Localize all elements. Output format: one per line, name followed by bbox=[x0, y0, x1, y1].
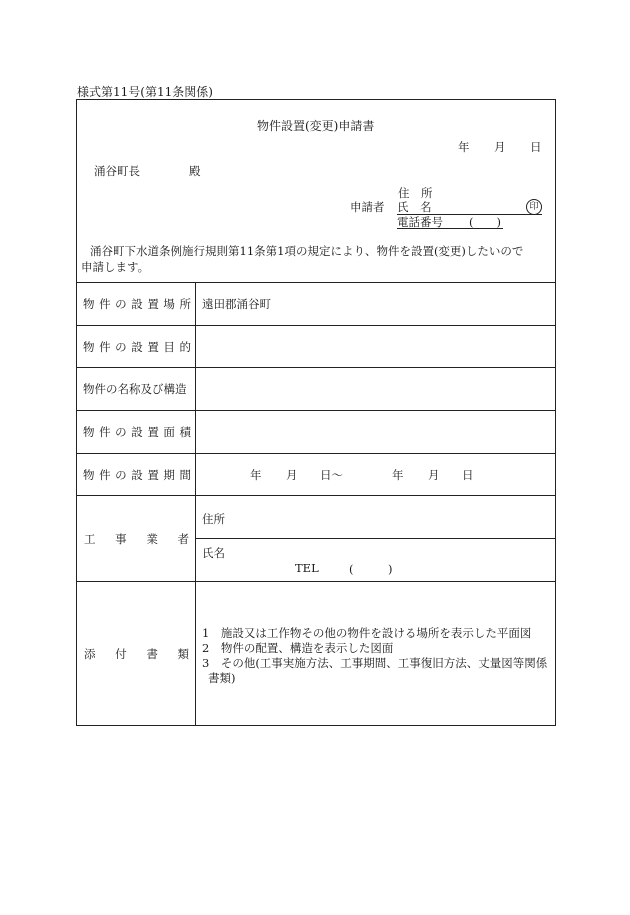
applicant-address-label: 住 所 bbox=[398, 186, 433, 200]
addressee-mayor: 涌谷町長 bbox=[94, 164, 140, 178]
date-month-label: 月 bbox=[494, 140, 506, 154]
contractor-tel-label: TEL bbox=[295, 561, 319, 575]
row-label-period: 物 件 の 設 置 期 間 bbox=[83, 468, 191, 482]
period-end-month: 月 bbox=[428, 468, 440, 482]
row-divider bbox=[76, 581, 556, 582]
row-label-area: 物 件 の 設 置 面 積 bbox=[83, 425, 191, 439]
applicant-label: 申請者 bbox=[350, 200, 385, 214]
applicant-phone-field bbox=[397, 214, 503, 229]
contractor-name-label: 氏名 bbox=[202, 546, 225, 560]
statement-line-2: 申請します。 bbox=[81, 260, 150, 274]
seal-mark: 印 bbox=[526, 199, 542, 215]
row-label-name-structure: 物件の名称及び構造 bbox=[83, 382, 187, 396]
table-top-border bbox=[76, 282, 556, 283]
attachment-item: 書類) bbox=[208, 671, 236, 685]
attachment-item: 1 施設又は工作物その他の物件を設ける場所を表示した平面図 bbox=[202, 626, 532, 640]
period-end-day: 日 bbox=[462, 468, 474, 482]
date-day-label: 日 bbox=[530, 140, 542, 154]
row-divider bbox=[76, 325, 556, 326]
period-start-month: 月 bbox=[286, 468, 298, 482]
contractor-inner-divider bbox=[195, 538, 556, 539]
row-label-attachments: 添 付 書 類 bbox=[84, 647, 189, 661]
contractor-address-label: 住所 bbox=[202, 512, 225, 526]
row-label-purpose: 物 件 の 設 置 目 的 bbox=[83, 340, 191, 354]
form-number: 様式第11号(第11条関係) bbox=[77, 85, 213, 99]
row-label-location: 物 件 の 設 置 場 所 bbox=[83, 297, 191, 311]
addressee-honorific: 殿 bbox=[189, 164, 201, 178]
row-divider bbox=[76, 453, 556, 454]
form-title: 物件設置(変更)申請書 bbox=[257, 119, 375, 133]
period-end-year: 年 bbox=[392, 468, 404, 482]
location-value: 遠田郡涌谷町 bbox=[202, 297, 271, 311]
attachment-item: 2 物件の配置、構造を表示した図面 bbox=[202, 641, 394, 655]
row-label-contractor: 工 事 業 者 bbox=[84, 532, 189, 546]
period-start-day: 日～ bbox=[320, 468, 343, 482]
period-start-year: 年 bbox=[250, 468, 262, 482]
attachment-item: 3 その他(工事実施方法、工事期間、工事復旧方法、丈量図等関係 bbox=[202, 656, 548, 670]
date-year-label: 年 bbox=[458, 140, 470, 154]
applicant-name-field bbox=[397, 199, 542, 215]
table-column-divider bbox=[195, 282, 196, 726]
applicant-phone-label: 電話番号 bbox=[397, 215, 443, 229]
row-divider bbox=[76, 367, 556, 368]
contractor-tel-paren: ( ) bbox=[349, 562, 393, 576]
row-divider bbox=[76, 495, 556, 496]
statement-line-1: 涌谷町下水道条例施行規則第11条第1項の規定により、物件を設置(変更)したいので bbox=[90, 244, 524, 258]
row-divider bbox=[76, 410, 556, 411]
applicant-name-label: 氏 名 bbox=[397, 200, 432, 214]
applicant-phone-paren: ( ) bbox=[469, 215, 501, 229]
